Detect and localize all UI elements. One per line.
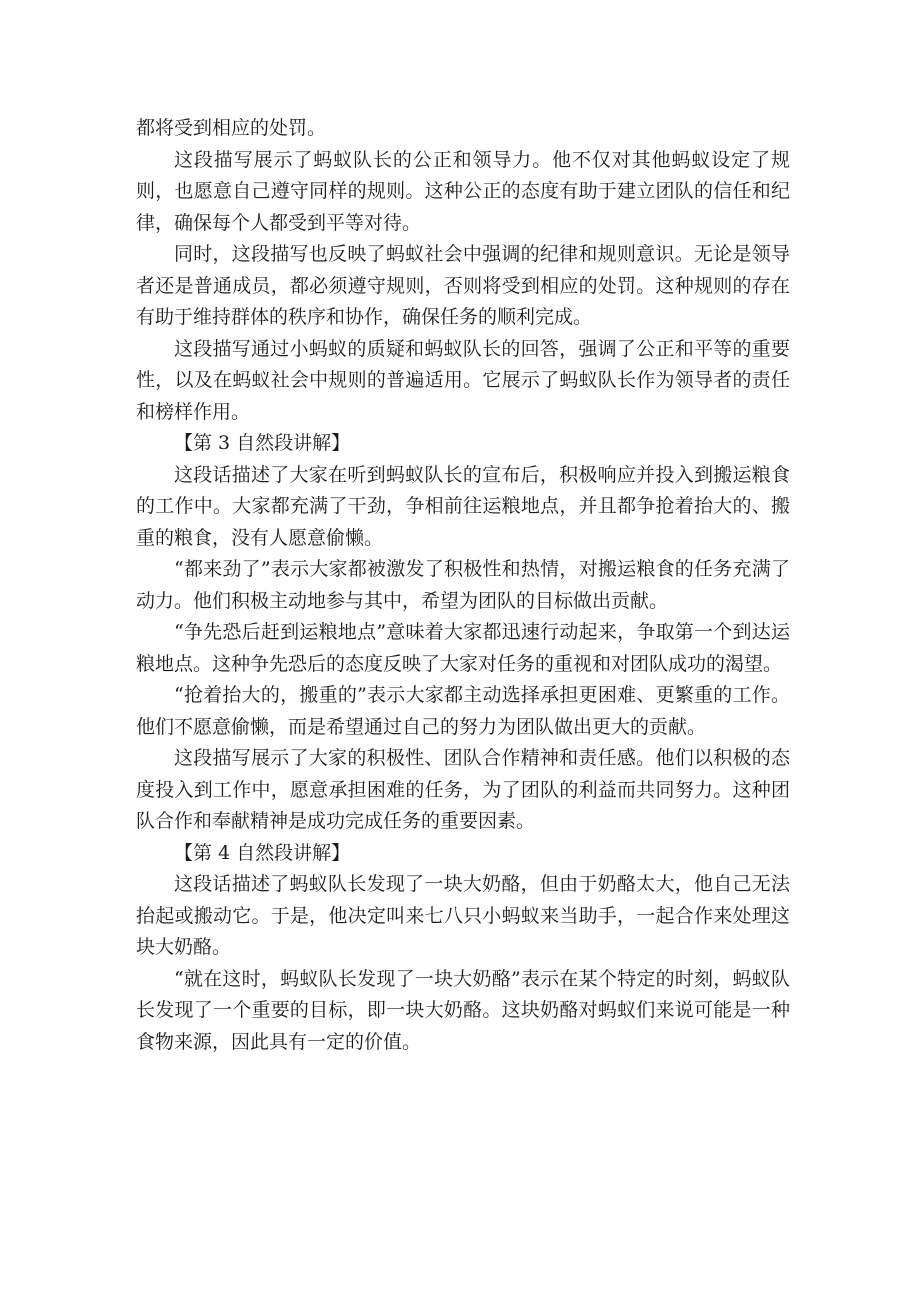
document-body [136, 113, 790, 1058]
section-heading-3: 【第 3 自然段讲解】 [174, 432, 351, 454]
paragraph-discipline: 同时，这段描写也反映了蚂蚁社会中强调的纪律和规则意识。无论是领导者还是普通成员，都必须遵守规则，否则将受到相应的处罚。这种规则的存在有助于维持群体的秩序和协作，确保任务的顺利完成。 [136, 243, 790, 328]
paragraph-4-quote-1: “就在这时，蚂蚁队长发现了一块大奶酪”表示在某个特定的时刻，蚂蚁队长发现了一个重要的目标，即一块大奶酪。这块奶酪对蚂蚁们来说可能是一种食物来源，因此具有一定的价值。 [136, 967, 790, 1053]
paragraph-3-quote-3: “抢着抬大的，搬重的”表示大家都主动选择承担更困难、更繁重的工作。他们不愿意偷懒，而是希望通过自己的努力为团队做出更大的贡献。 [136, 684, 790, 738]
paragraph-3-conclusion: 这段描写展示了大家的积极性、团队合作精神和责任感。他们以积极的态度投入到工作中，愿意承担困难的任务，为了团队的利益而共同努力。这种团队合作和奉献精神是成功完成任务的重要因素。 [136, 747, 790, 832]
paragraph-3-quote-2: “争先恐后赶到运粮地点”意味着大家都迅速行动起来，争取第一个到达运粮地点。这种争先恐后的态度反映了大家对任务的重视和对团队成功的渴望。 [136, 621, 790, 675]
section-heading-4: 【第 4 自然段讲解】 [174, 841, 351, 864]
paragraph-fairness: 这段描写展示了蚂蚁队长的公正和领导力。他不仅对其他蚂蚁设定了规则，也愿意自己遵守同样的规则。这种公正的态度有助于建立团队的信任和纪律，确保每个人都受到平等对待。 [136, 148, 790, 234]
paragraph-4-summary: 这段话描述了蚂蚁队长发现了一块大奶酪，但由于奶酪太大，他自己无法抬起或搬动它。于是，他决定叫来七八只小蚂蚁来当助手，一起合作来处理这块大奶酪。 [136, 873, 790, 958]
paragraph-3-quote-1: “都来劲了”表示大家都被激发了积极性和热情，对搬运粮食的任务充满了动力。他们积极主动地参与其中，希望为团队的目标做出贡献。 [136, 558, 790, 612]
paragraph-3-summary: 这段话描述了大家在听到蚂蚁队长的宣布后，积极响应并投入到搬运粮食的工作中。大家都充满了干劲，争相前往运粮地点，并且都争抢着抬大的、搬重的粮食，没有人愿意偷懒。 [136, 463, 790, 549]
paragraph-equality: 这段描写通过小蚂蚁的质疑和蚂蚁队长的回答，强调了公正和平等的重要性，以及在蚂蚁社会中规则的普遍适用。它展示了蚂蚁队长作为领导者的责任和榜样作用。 [136, 337, 790, 423]
paragraph-continuation: 都将受到相应的处罚。 [136, 117, 327, 139]
